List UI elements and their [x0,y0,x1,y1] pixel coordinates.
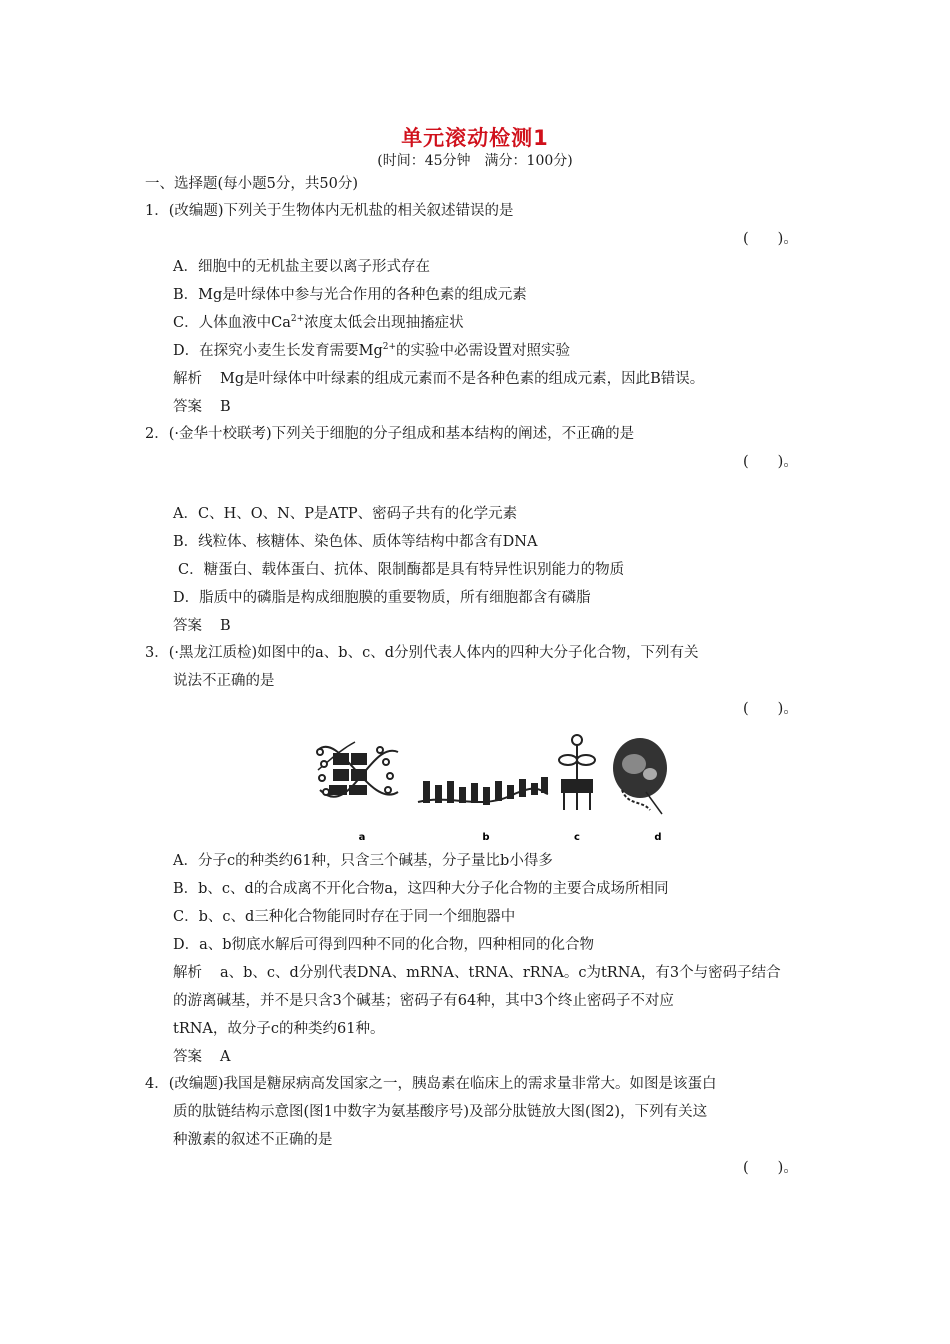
q1-option-d: D．在探究小麦生长发育需要$Mg^{2+}$的实验中必需设置对照实验 [173,342,571,359]
page-subtitle: (时间：45分钟 满分：100分) [377,153,573,169]
q3-option-b: B．b、c、d的合成离不开化合物a，这四种大分子化合物的主要合成场所相同 [173,881,669,897]
q1-analysis: 解析 Mg是叶绿体中叶绿素的组成元素而不是各种色素的组成元素，因此B错误。 [173,371,705,387]
q2-option-c: C．糖蛋白、载体蛋白、抗体、限制酶都是具有特异性识别能力的物质 [178,562,625,578]
q3-analysis-line1: 解析 a、b、c、d分别代表DNA、mRNA、tRNA、rRNA。c为tRNA，有3个与密码子结合 [173,965,781,981]
figure-c-trna [559,735,595,810]
macromolecule-figure [310,730,670,846]
q1-option-b: B．Mg是叶绿体中参与光合作用的各种色素的组成元素 [173,287,527,303]
q1-answer-paren: ( )。 [743,231,798,247]
figure-label-a: a [358,832,366,843]
q2-option-d: D．脂质中的磷脂是构成细胞膜的重要物质，所有细胞都含有磷脂 [173,590,591,606]
q3-option-c: C．b、c、d三种化合物能同时存在于同一个细胞器中 [173,909,516,925]
q3-answer: 答案 A [173,1049,231,1065]
q1-option-a: A．细胞中的无机盐主要以离子形式存在 [173,259,430,275]
q4-stem-line1: 4．(改编题)我国是糖尿病高发国家之一，胰岛素在临床上的需求量非常大。如图是该蛋白 [145,1076,717,1092]
q3-stem-line2: 说法不正确的是 [173,673,275,689]
figure-b-mrna [418,778,548,804]
q3-option-a: A．分子c的种类约61种，只含三个碱基，分子量比b小得多 [173,853,553,869]
q3-stem-line1: 3．(·黑龙江质检)如图中的a、b、c、d分别代表人体内的四种大分子化合物，下列有关 [145,645,699,661]
q4-answer-paren: ( )。 [743,1160,798,1176]
q2-answer-paren: ( )。 [743,454,798,470]
figure-label-d: d [654,832,662,843]
q1-stem: 1．(改编题)下列关于生物体内无机盐的相关叙述错误的是 [145,203,514,219]
q4-stem-line3: 种激素的叙述不正确的是 [173,1132,333,1148]
q4-stem-line2: 质的肽链结构示意图(图1中数字为氨基酸序号)及部分肽链放大图(图2)，下列有关这 [173,1104,708,1120]
figure-d-rrna [613,738,667,814]
page-title: 单元滚动检测1 [401,126,549,150]
section-heading: 一、选择题(每小题5分，共50分) [145,176,358,192]
figure-label-b: b [482,832,490,843]
figure-label-c: c [574,832,580,843]
q2-option-a: A．C、H、O、N、P是ATP、密码子共有的化学元素 [173,506,518,522]
q3-answer-paren: ( )。 [743,701,798,717]
figure-a-dna [317,742,398,797]
q3-analysis-line3: tRNA，故分子c的种类约61种。 [173,1021,385,1037]
q3-option-d: D．a、b彻底水解后可得到四种不同的化合物，四种相同的化合物 [173,937,595,953]
q2-stem: 2．(·金华十校联考)下列关于细胞的分子组成和基本结构的阐述，不正确的是 [145,426,635,442]
q2-option-b: B．线粒体、核糖体、染色体、质体等结构中都含有DNA [173,534,538,550]
q1-option-c: C．人体血液中$Ca^{2+}$浓度太低会出现抽搐症状 [173,314,464,331]
q1-answer: 答案 B [173,399,231,415]
q3-analysis-line2: 的游离碱基，并不是只含3个碱基；密码子有64种，其中3个终止密码子不对应 [173,993,674,1009]
q2-answer: 答案 B [173,618,231,634]
